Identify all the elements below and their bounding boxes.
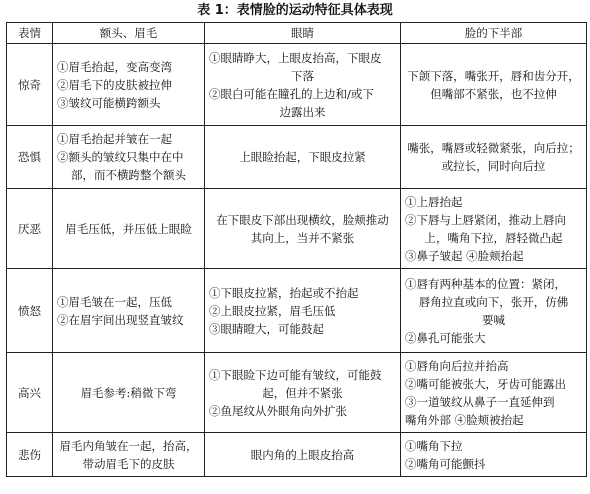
eyes-cell: ①眼睛睁大，上眼皮抬高，下眼皮 下落 ②眼白可能在瞳孔的上边和/或下 边露出来 xyxy=(205,44,401,126)
emotion-feature-table xyxy=(6,22,587,477)
emotion-label: 愤怒 xyxy=(7,269,53,353)
lower-face-cell: ①上唇抬起 ②下唇与上唇紧闭，推动上唇向 上，嘴角下拉，唇轻微凸起 ③鼻子皱起 ④脸颊抬起 xyxy=(401,189,587,269)
lower-face-cell: ①唇有两种基本的位置：紧闭， 唇角拉直或向下，张开，仿佛 要喊 ②鼻孔可能张大 xyxy=(401,269,587,353)
table-row xyxy=(7,433,587,477)
lower-face-cell: 下颌下落，嘴张开，唇和齿分开， 但嘴部不紧张，也不拉伸 xyxy=(401,44,587,126)
emotion-label: 厌恶 xyxy=(7,189,53,269)
table-row xyxy=(7,126,587,189)
eyes-cell: 上眼睑抬起，下眼皮拉紧 xyxy=(205,126,401,189)
eyes-cell: ①下眼睑下边可能有皱纹，可能鼓 起，但并不紧张 ②鱼尾纹从外眼角向外扩张 xyxy=(205,353,401,433)
emotion-label: 惊奇 xyxy=(7,44,53,126)
lower-face-cell: ①嘴角下拉 ②嘴角可能颤抖 xyxy=(401,433,587,477)
table-row xyxy=(7,44,587,126)
brow-cell: 眉毛内角皱在一起，抬高， 带动眉毛下的皮肤 xyxy=(53,433,205,477)
brow-cell: 眉毛压低，并压低上眼睑 xyxy=(53,189,205,269)
table-row xyxy=(7,189,587,269)
brow-cell: ①眉毛抬起，变高变湾 ②眉毛下的皮肤被拉伸 ③皱纹可能横跨额头 xyxy=(53,44,205,126)
table-title: 表 1：表情脸的运动特征具体表现 xyxy=(197,3,393,18)
table-row xyxy=(7,269,587,353)
table-row xyxy=(7,353,587,433)
brow-cell: 眉毛参考:稍微下弯 xyxy=(53,353,205,433)
emotion-label: 高兴 xyxy=(7,353,53,433)
eyes-cell: 眼内角的上眼皮抬高 xyxy=(205,433,401,477)
lower-face-cell: ①唇角向后拉并抬高 ②嘴可能被张大，牙齿可能露出 ③一道皱纹从鼻子一直延伸到 嘴角外部 ④脸颊被抬起 xyxy=(401,353,587,433)
eyes-cell: ①下眼皮拉紧，抬起或不抬起 ②上眼皮拉紧，眉毛压低 ③眼睛瞪大，可能鼓起 xyxy=(205,269,401,353)
header-emotion: 表情 xyxy=(7,23,53,44)
eyes-cell: 在下眼皮下部出现横纹，脸颊推动 其向上，当并不紧张 xyxy=(205,189,401,269)
header-eyes: 眼睛 xyxy=(205,23,401,44)
emotion-label: 恐惧 xyxy=(7,126,53,189)
lower-face-cell: 嘴张，嘴唇或轻微紧张，向后拉； 或拉长，同时向后拉 xyxy=(401,126,587,189)
header-brow: 额头、眉毛 xyxy=(53,23,205,44)
emotion-label: 悲伤 xyxy=(7,433,53,477)
brow-cell: ①眉毛皱在一起，压低 ②在眉宇间出现竖直皱纹 xyxy=(53,269,205,353)
header-row xyxy=(7,23,587,44)
header-lower-face: 脸的下半部 xyxy=(401,23,587,44)
brow-cell: ①眉毛抬起并皱在一起 ②额头的皱纹只集中在中 部，而不横跨整个额头 xyxy=(53,126,205,189)
